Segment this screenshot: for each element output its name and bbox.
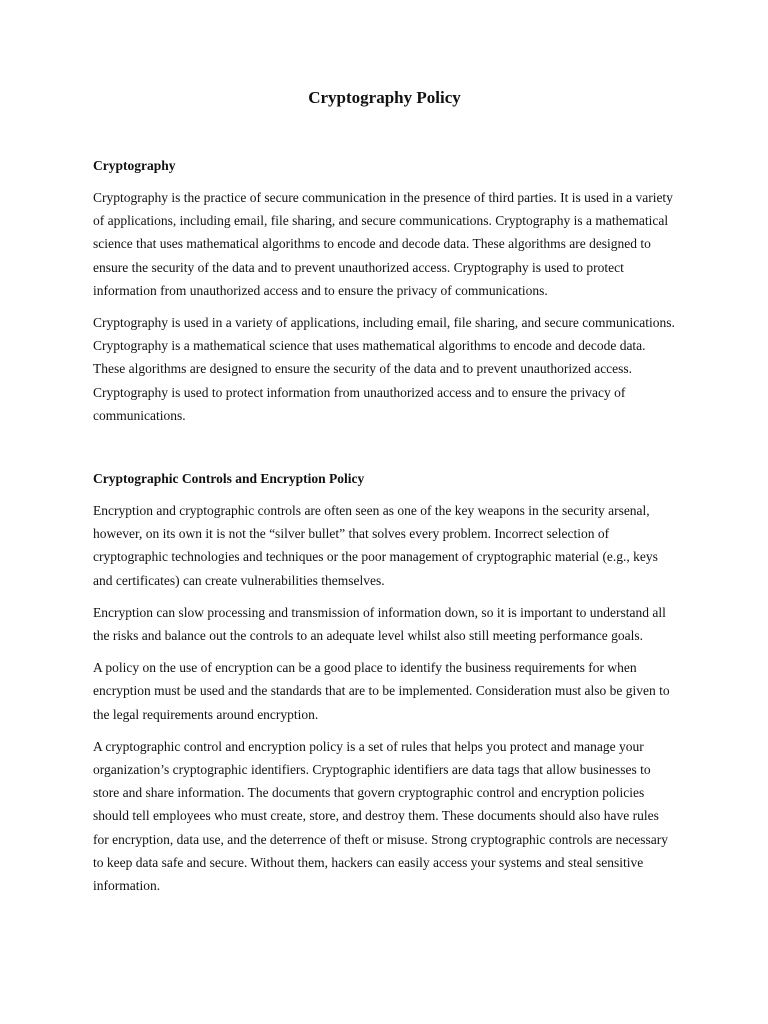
page-title: Cryptography Policy xyxy=(308,88,461,107)
paragraph: Encryption can slow processing and transmission of information down, so it is important to understand all the risks and balance out the controls to an adequate level whilst also still meeting performance goals. xyxy=(93,604,666,644)
section-controls-encryption-policy xyxy=(93,469,676,897)
paragraph: Cryptography is used in a variety of applications, including email, file sharing, and secure communications. Cryptography is a mathematical science that uses mathematical algorithms to encode and decode data. These algorithms are designed to ensure the security of the data and to prevent unauthorized access. Cryptography is used to protect information from unauthorized access and to ensure the privacy of communications. xyxy=(93,315,675,423)
section-heading: Cryptography xyxy=(93,158,176,173)
paragraph: Encryption and cryptographic controls are often seen as one of the key weapons in the security arsenal, however, on its own it is not the “silver bullet” that solves every problem. Incorrect selection of cryptographic technologies and techniques or the poor management of cryptographic material (e.g., keys and certificates) can create vulnerabilities themselves. xyxy=(93,503,658,588)
paragraph: A policy on the use of encryption can be a good place to identify the business requirements for when encryption must be used and the standards that are to be implemented. Consideration must also be given to the legal requirements around encryption. xyxy=(93,660,670,722)
paragraph: A cryptographic control and encryption policy is a set of rules that helps you protect and manage your organization’s cryptographic identifiers. Cryptographic identifiers are data tags that allow businesses to store and share information. The documents that govern cryptographic control and encryption policies should tell employees who must create, store, and destroy them. These documents should also have rules for encryption, data use, and the deterrence of theft or misuse. Strong cryptographic controls are necessary to keep data safe and secure. Without them, hackers can easily access your systems and steal sensitive information. xyxy=(93,738,669,894)
paragraph: Cryptography is the practice of secure communication in the presence of third parties. It is used in a variety of applications, including email, file sharing, and secure communications. Cryptography is a mathematical science that uses mathematical algorithms to encode and decode data. These algorithms are designed to ensure the security of the data and to prevent unauthorized access. Cryptography is used to protect information from unauthorized access and to ensure the privacy of communications. xyxy=(93,190,673,298)
section-cryptography xyxy=(93,156,676,427)
section-heading: Cryptographic Controls and Encryption Policy xyxy=(93,471,365,487)
